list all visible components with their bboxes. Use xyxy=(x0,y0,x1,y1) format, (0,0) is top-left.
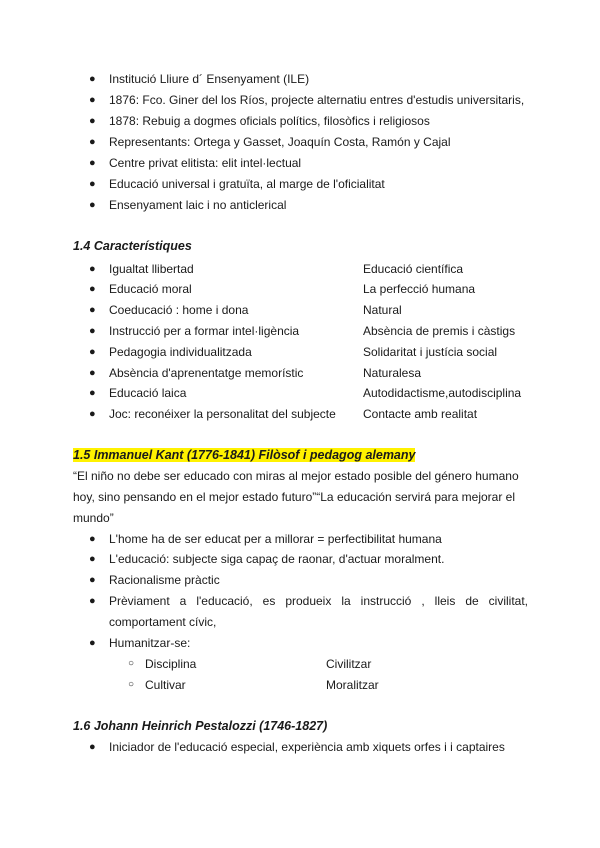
highlighted-heading-text: 1.5 Immanuel Kant (1776-1841) Filòsof i pedagog alemany xyxy=(73,448,416,462)
list-item: 1876: Fco. Giner del los Ríos, projecte alternatiu entres d'estudis universitaris, xyxy=(109,93,525,107)
characteristic-left: Absència d'aprenentatge memorístic xyxy=(109,366,304,380)
kant-quote: “El niño no debe ser educado con miras al mejor estado posible del género humano hoy, sino pensando en el mejor estado futuro”“La educación servirá para mejorar el mundo” xyxy=(73,469,519,525)
bullet-dot: ● xyxy=(89,115,96,127)
circle-bullet: ○ xyxy=(128,679,135,690)
bullet-dot: ● xyxy=(89,178,96,190)
characteristic-left: Educació moral xyxy=(109,282,192,296)
list-item: L'educació: subjecte siga capaç de raonar, d'actuar moralment. xyxy=(109,552,445,566)
list-item: Centre privat elitista: elit intel·lectual xyxy=(109,156,302,170)
bullet-dot: ● xyxy=(89,346,96,358)
sub-list-item: Disciplina xyxy=(145,657,197,671)
list-item: Humanitzar-se: xyxy=(109,636,191,650)
characteristic-left: Joc: reconéixer la personalitat del subjecte xyxy=(109,407,336,421)
bullet-dot: ● xyxy=(89,387,96,399)
characteristic-right: Absència de premis i càstigs xyxy=(363,324,516,338)
list-item: Institució Lliure d´ Ensenyament (ILE) xyxy=(109,72,310,86)
list-item: L'home ha de ser educat per a millorar = perfectibilitat humana xyxy=(109,532,442,546)
characteristic-right: Autodidactisme,autodisciplina xyxy=(363,386,522,400)
bullet-dot: ● xyxy=(89,283,96,295)
section-heading-1-4: 1.4 Característiques xyxy=(73,239,192,253)
circle-bullet: ○ xyxy=(128,658,135,669)
bullet-dot: ● xyxy=(89,574,96,586)
bullet-dot: ● xyxy=(89,136,96,148)
bullet-dot: ● xyxy=(89,199,96,211)
characteristic-right: Natural xyxy=(363,303,402,317)
bullet-dot: ● xyxy=(89,73,96,85)
list-item: Iniciador de l'educació especial, experiència amb xiquets orfes i i captaires xyxy=(109,740,505,754)
list-item: Prèviament a l'educació, es produeix la instrucció , lleis de civilitat, comportament cívic, xyxy=(109,594,528,629)
bullet-dot: ● xyxy=(89,408,96,420)
characteristic-left: Coeducació : home i dona xyxy=(109,303,249,317)
bullet-dot: ● xyxy=(89,367,96,379)
list-item: Educació universal i gratuïta, al marge de l'oficialitat xyxy=(109,177,385,191)
characteristic-right: Educació científica xyxy=(363,262,464,276)
bullet-dot: ● xyxy=(89,94,96,106)
bullet-dot: ● xyxy=(89,157,96,169)
bullet-dot: ● xyxy=(89,325,96,337)
characteristic-right: Naturalesa xyxy=(363,366,422,380)
bullet-dot: ● xyxy=(89,637,96,649)
sub-list-item: Cultivar xyxy=(145,678,186,692)
section-heading-1-6: 1.6 Johann Heinrich Pestalozzi (1746-1827) xyxy=(73,719,328,733)
list-item: Ensenyament laic i no anticlerical xyxy=(109,198,287,212)
list-item: Representants: Ortega y Gasset, Joaquín Costa, Ramón y Cajal xyxy=(109,135,451,149)
list-item: 1878: Rebuig a dogmes oficials polítics, filosòfics i religiosos xyxy=(109,114,430,128)
bullet-dot: ● xyxy=(89,304,96,316)
characteristic-left: Educació laica xyxy=(109,386,187,400)
bullet-dot: ● xyxy=(89,553,96,565)
bullet-dot: ● xyxy=(89,741,96,753)
section-heading-1-5 xyxy=(73,447,415,463)
characteristic-right: La perfecció humana xyxy=(363,282,476,296)
characteristic-right: Solidaritat i justícia social xyxy=(363,345,498,359)
bullet-dot: ● xyxy=(89,533,96,545)
characteristic-left: Igualtat llibertad xyxy=(109,262,194,276)
list-item: Racionalisme pràctic xyxy=(109,573,220,587)
bullet-dot: ● xyxy=(89,263,96,275)
sub-list-item-right: Moralitzar xyxy=(326,678,379,692)
characteristic-left: Pedagogia individualitzada xyxy=(109,345,252,359)
characteristic-left: Instrucció per a formar intel·ligència xyxy=(109,324,300,338)
characteristic-right: Contacte amb realitat xyxy=(363,407,478,421)
sub-list-item-right: Civilitzar xyxy=(326,657,372,671)
bullet-dot: ● xyxy=(89,595,96,607)
